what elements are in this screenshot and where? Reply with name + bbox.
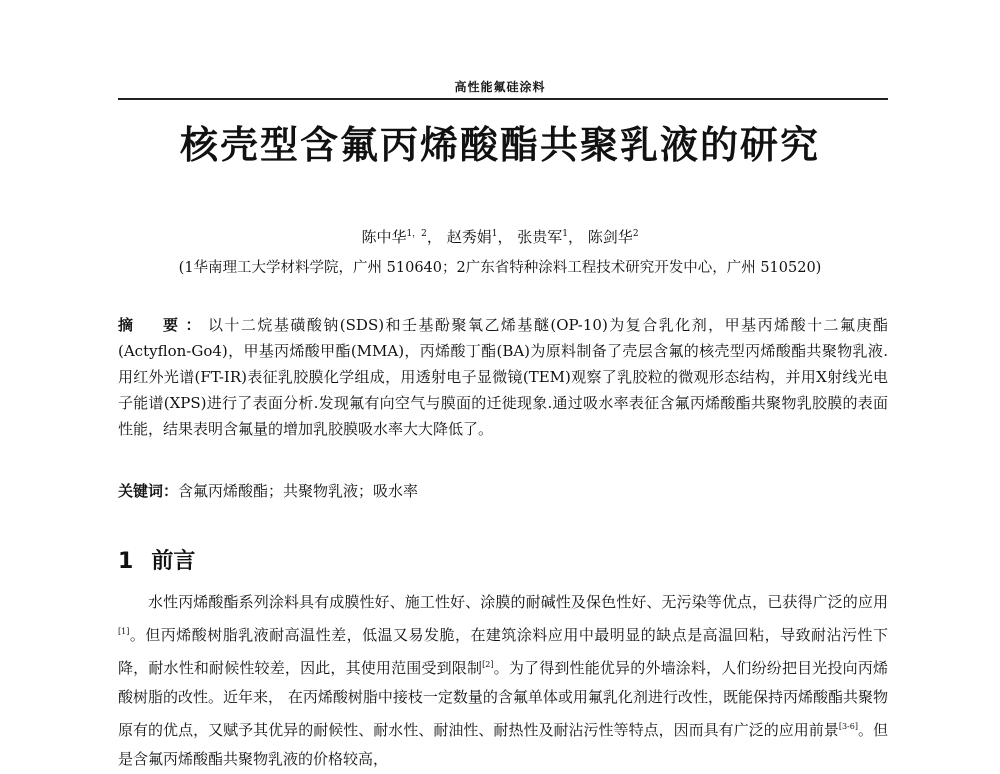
running-header: 高性能氟硅涂料 bbox=[454, 80, 546, 94]
paper-title: 核壳型含氟丙烯酸酯共聚乳液的研究 bbox=[179, 123, 820, 167]
body-paragraph bbox=[118, 588, 888, 774]
author-name: 张贵军 bbox=[517, 228, 563, 246]
body-text-segment: 水性丙烯酸酯系列涂料具有成膜性好、施工性好、涂膜的耐碱性及保色性好、无污染等优点，已获得广泛的应用 bbox=[148, 593, 888, 611]
citation-ref: [3-6] bbox=[838, 722, 858, 731]
abstract-text: 以十二烷基磺酸钠(SDS)和壬基酚聚氧乙烯基醚(OP-10)为复合乳化剂，甲基丙烯酸十二氟庚酯(Actyflon-Go4)，甲基丙烯酸甲酯(MMA)，丙烯酸丁酯(BA)为原料制备了壳层含氟的核壳型丙烯酸酯共聚物乳液.用红外光谱(FT-IR)表征乳胶膜化学组成，用透射电子显微镜(TEM)观察了乳胶粒的微观形态结构，并用X射线光电子能谱(XPS)进行了表面分析.发现氟有向空气与膜面的迁徙现象.通过吸水率表征含氟丙烯酸酯共聚物乳胶膜的表面性能，结果表明含氟量的增加乳胶膜吸水率大大降低了。 bbox=[118, 316, 888, 438]
author-separator: ， bbox=[568, 228, 584, 246]
keywords-text: 含氟丙烯酸酯；共聚物乳液；吸水率 bbox=[178, 482, 419, 500]
abstract-label: 摘 要： bbox=[118, 316, 208, 334]
affiliation: (1华南理工大学材料学院，广州 510640；2广东省特种涂料工程技术研究开发中心，广州 510520) bbox=[178, 260, 822, 276]
author-affiliation-mark: 1 bbox=[562, 229, 568, 239]
keywords-label: 关键词： bbox=[118, 482, 179, 500]
body-text-segment: 。为了得到性能优异的外墙涂料，人们纷纷把目光投向丙烯酸树脂的改性。近年来， 在丙烯酸树脂中接枝一定数量的含氟单体或用氟乳化剂进行改性，既能保持丙烯酸酯共聚物原有的优点，又赋予其优异的耐候性、耐水性、耐油性、耐热性及耐沾污性等特点，因而具有广泛的应用前景 bbox=[118, 659, 888, 739]
citation-ref: [1] bbox=[118, 627, 130, 636]
section-number: 1 bbox=[118, 549, 134, 574]
header-rule bbox=[118, 98, 888, 100]
author-name: 陈中华 bbox=[361, 228, 407, 246]
author-affiliation-mark: 1，2 bbox=[406, 229, 427, 239]
keywords bbox=[118, 478, 888, 504]
author-affiliation-mark: 2 bbox=[632, 229, 639, 239]
author-list bbox=[0, 226, 1000, 247]
section-title: 前言 bbox=[151, 549, 196, 574]
body-text-segment: 。但丙烯酸树脂乳液耐高温性差，低温又易发脆，在建筑涂料应用中最明显的缺点是高温回粘，导致耐沾污性下降，耐水性和耐候性较差，因此，其使用范围受到限制 bbox=[118, 626, 888, 677]
author-affiliation-mark: 1 bbox=[491, 229, 498, 239]
abstract bbox=[118, 312, 888, 442]
author-separator: ， bbox=[426, 228, 442, 246]
section-heading bbox=[118, 544, 195, 575]
author-name: 陈剑华 bbox=[587, 228, 633, 246]
citation-ref: [2] bbox=[482, 660, 494, 669]
author-separator: ， bbox=[497, 228, 513, 246]
body-text-segment: 。但是含氟丙烯酸酯共聚物乳液的价格较高， bbox=[118, 721, 888, 768]
author-name: 赵秀娟 bbox=[446, 228, 492, 246]
